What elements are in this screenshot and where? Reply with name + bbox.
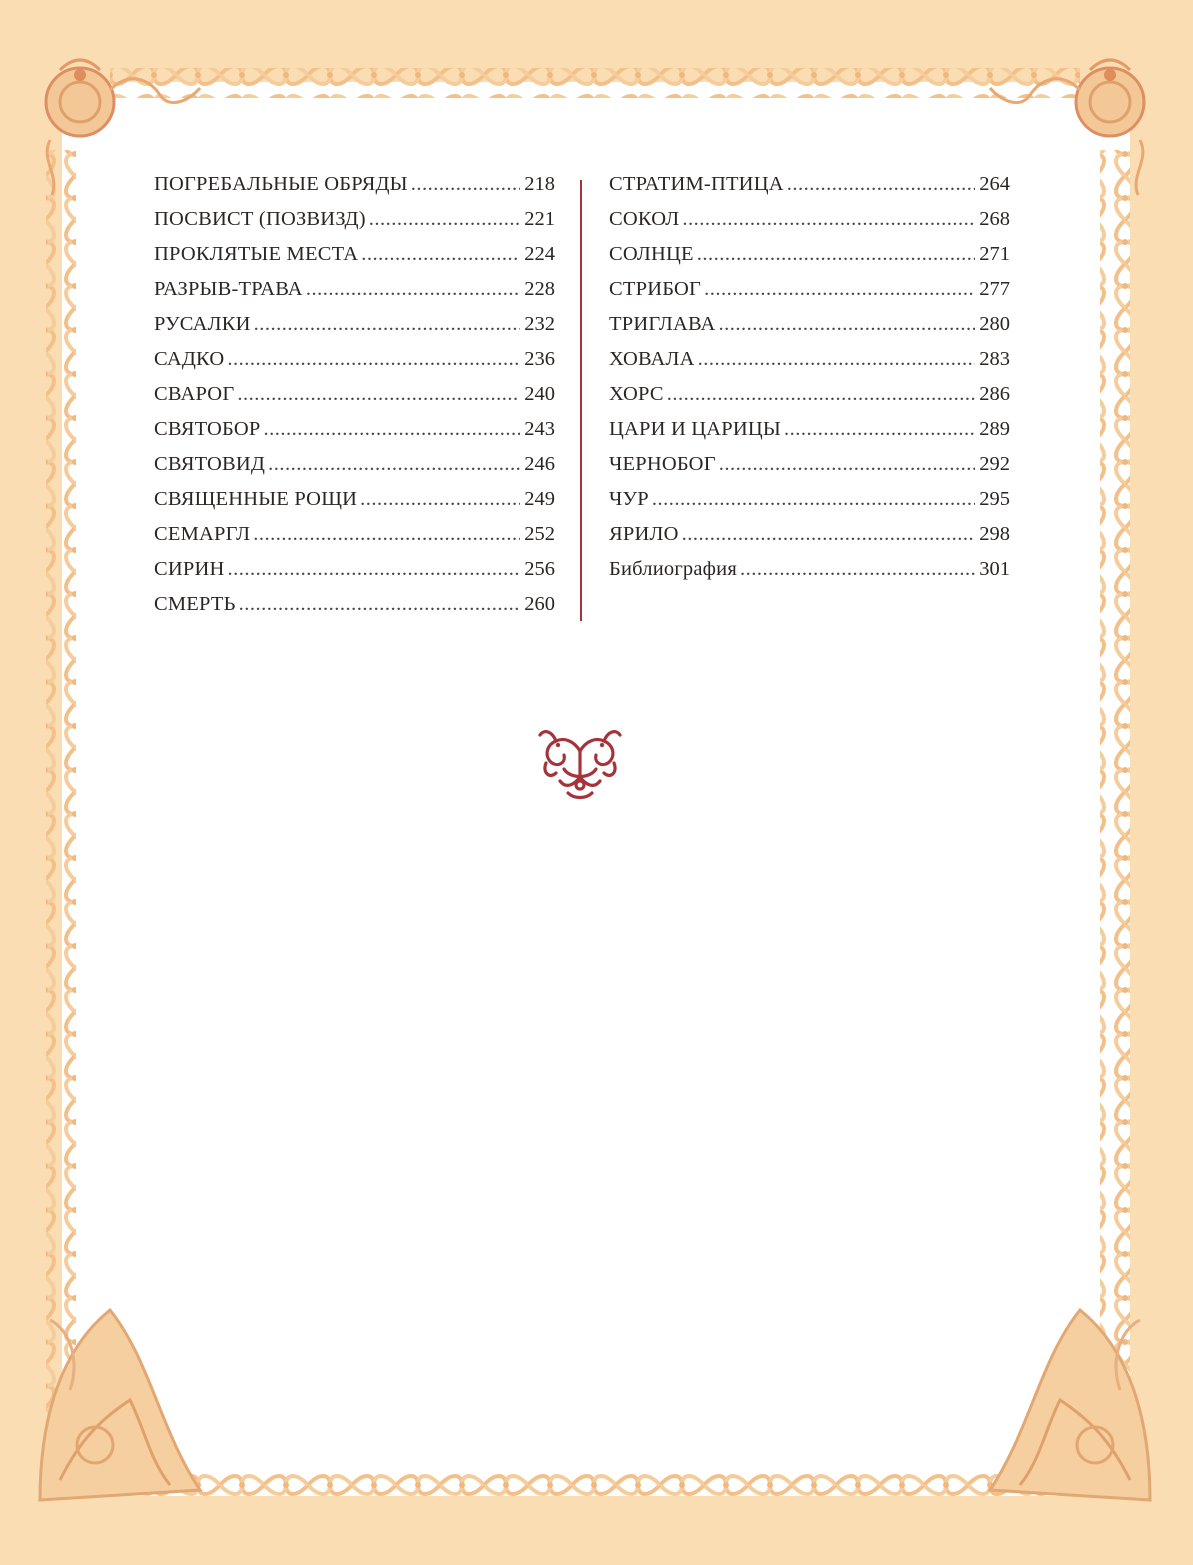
- toc-leader-dots: [787, 173, 976, 196]
- toc-entry-page: 280: [979, 313, 1010, 335]
- celtic-knot-border-icon: [110, 68, 1080, 98]
- toc-entry-page: 260: [524, 593, 555, 615]
- toc-leader-dots: [369, 208, 521, 231]
- toc-leader-dots: [704, 278, 975, 301]
- toc-entry[interactable]: [154, 348, 555, 383]
- toc-entry-title: ХОРС: [609, 383, 664, 405]
- toc-leader-dots: [784, 418, 975, 441]
- toc-entry-page: 283: [979, 348, 1010, 370]
- toc-entry-page: 249: [524, 488, 555, 510]
- toc-entry-title: СВЯЩЕННЫЕ РОЩИ: [154, 488, 358, 510]
- toc-leader-dots: [306, 278, 520, 301]
- toc-entry-page: 271: [979, 243, 1010, 265]
- toc-entry-title: Библиография: [609, 558, 737, 580]
- toc-column-left: [154, 173, 555, 628]
- toc-entry-title: ЦАРИ И ЦАРИЦЫ: [609, 418, 781, 440]
- toc-entry-title: ЯРИЛО: [609, 523, 679, 545]
- toc-entry-title: СТРИБОГ: [609, 278, 702, 300]
- toc-entry-page: 243: [524, 418, 555, 440]
- toc-entry[interactable]: [609, 418, 1010, 453]
- toc-entry-title: ЧЕРНОБОГ: [609, 453, 716, 475]
- toc-entry-page: 268: [979, 208, 1010, 230]
- toc-entry-page: 224: [524, 243, 555, 265]
- toc-leader-dots: [652, 488, 975, 511]
- toc-entry[interactable]: [154, 278, 555, 313]
- twin-griffin-ornament-icon: [534, 723, 626, 803]
- toc-leader-dots: [682, 208, 975, 231]
- toc-entry-page: 264: [979, 173, 1010, 195]
- toc-leader-dots: [697, 243, 976, 266]
- toc-entry[interactable]: [609, 453, 1010, 488]
- toc-entry-title: СТРАТИМ-ПТИЦА: [609, 173, 784, 195]
- toc-entry-title: ПОГРЕБАЛЬНЫЕ ОБРЯДЫ: [154, 173, 408, 195]
- toc-entry-page: 228: [524, 278, 555, 300]
- toc-entry-page: 298: [979, 523, 1010, 545]
- toc-entry-page: 218: [524, 173, 555, 195]
- toc-leader-dots: [237, 383, 520, 406]
- toc-entry-title: РАЗРЫВ-ТРАВА: [154, 278, 303, 300]
- toc-entry[interactable]: [154, 558, 555, 593]
- toc-entry-page: 289: [979, 418, 1010, 440]
- toc-entry-title: ПРОКЛЯТЫЕ МЕСТА: [154, 243, 359, 265]
- toc-entry-page: 240: [524, 383, 555, 405]
- toc-entry-title: СОЛНЦЕ: [609, 243, 694, 265]
- toc-entry-title: ХОВАЛА: [609, 348, 695, 370]
- toc-entry[interactable]: [154, 243, 555, 278]
- toc-entry-page: 295: [979, 488, 1010, 510]
- toc-entry-page: 221: [524, 208, 555, 230]
- celtic-knot-border-icon: [1100, 150, 1130, 1470]
- toc-entry-page: 301: [979, 558, 1010, 580]
- toc-entry[interactable]: [609, 243, 1010, 278]
- toc-entry-title: СМЕРТЬ: [154, 593, 236, 615]
- toc-leader-dots: [682, 523, 976, 546]
- toc-entry[interactable]: [609, 208, 1010, 243]
- toc-entry[interactable]: [609, 348, 1010, 383]
- toc-entry[interactable]: [609, 313, 1010, 348]
- toc-leader-dots: [360, 488, 520, 511]
- toc-entry-page: 236: [524, 348, 555, 370]
- toc-entry[interactable]: [609, 278, 1010, 313]
- toc-entry[interactable]: [609, 173, 1010, 208]
- toc-leader-dots: [411, 173, 521, 196]
- column-divider: [580, 180, 582, 621]
- toc-entry[interactable]: [154, 488, 555, 523]
- toc-entry[interactable]: [154, 313, 555, 348]
- toc-entry-title: СИРИН: [154, 558, 225, 580]
- toc-entry[interactable]: [609, 523, 1010, 558]
- toc-entry-page: 246: [524, 453, 555, 475]
- toc-entry[interactable]: [609, 488, 1010, 523]
- toc-entry-page: 232: [524, 313, 555, 335]
- toc-leader-dots: [719, 453, 976, 476]
- toc-leader-dots: [740, 558, 975, 581]
- toc-entry-page: 252: [524, 523, 555, 545]
- toc-entry-page: 292: [979, 453, 1010, 475]
- toc-entry-title: СВЯТОВИД: [154, 453, 266, 475]
- toc-leader-dots: [254, 313, 521, 336]
- toc-entry-title: РУСАЛКИ: [154, 313, 251, 335]
- toc-entry-title: СВЯТОБОР: [154, 418, 261, 440]
- toc-leader-dots: [698, 348, 976, 371]
- toc-entry-title: САДКО: [154, 348, 225, 370]
- toc-leader-dots: [228, 558, 521, 581]
- toc-leader-dots: [264, 418, 521, 441]
- toc-entry-title: СЕМАРГЛ: [154, 523, 251, 545]
- toc-leader-dots: [227, 348, 520, 371]
- toc-leader-dots: [253, 523, 520, 546]
- toc-leader-dots: [719, 313, 976, 336]
- toc-entry[interactable]: [609, 383, 1010, 418]
- toc-entry[interactable]: [154, 173, 555, 208]
- toc-entry[interactable]: [154, 523, 555, 558]
- celtic-knot-border-icon: [46, 150, 76, 1470]
- toc-entry[interactable]: [154, 208, 555, 243]
- toc-entry-title: ЧУР: [609, 488, 649, 510]
- toc-leader-dots: [361, 243, 520, 266]
- toc-column-right: [609, 173, 1010, 593]
- toc-entry[interactable]: [609, 558, 1010, 593]
- toc-leader-dots: [667, 383, 976, 406]
- toc-entry-title: ПОСВИСТ (ПОЗВИЗД): [154, 208, 366, 230]
- toc-entry[interactable]: [154, 593, 555, 628]
- toc-entry[interactable]: [154, 418, 555, 453]
- toc-leader-dots: [239, 593, 521, 616]
- toc-entry-title: СВАРОГ: [154, 383, 235, 405]
- toc-entry-title: СОКОЛ: [609, 208, 680, 230]
- toc-entry-page: 256: [524, 558, 555, 580]
- toc-entry-title: ТРИГЛАВА: [609, 313, 716, 335]
- celtic-knot-border-icon: [110, 1466, 1080, 1496]
- toc-entry-page: 286: [979, 383, 1010, 405]
- toc-entry-page: 277: [979, 278, 1010, 300]
- toc-entry[interactable]: [154, 453, 555, 488]
- toc-entry[interactable]: [154, 383, 555, 418]
- toc-leader-dots: [268, 453, 520, 476]
